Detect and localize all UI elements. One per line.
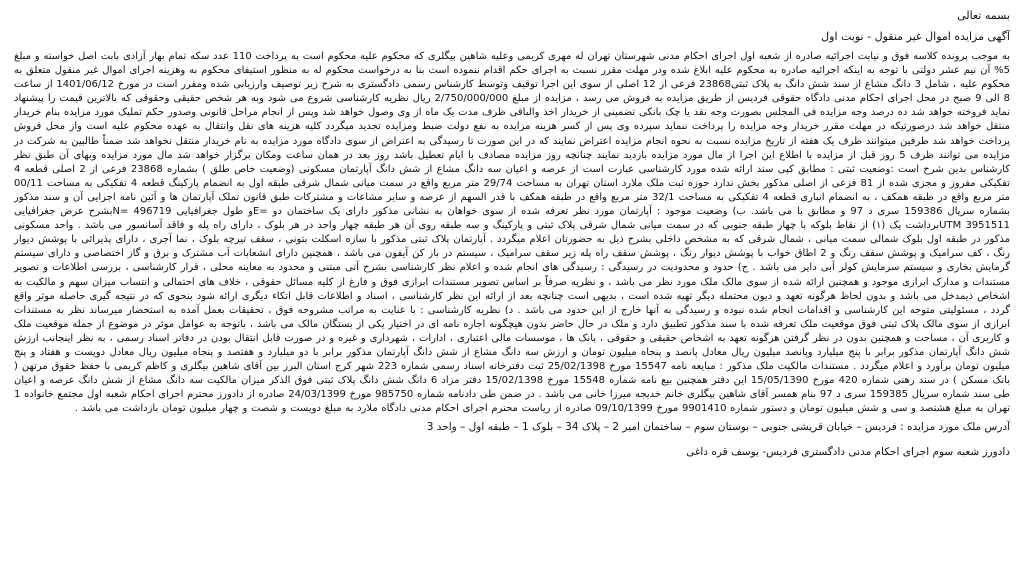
- notice-title: آگهی مزایده اموال غیر منقول - نوبت اول: [821, 30, 1010, 43]
- notice-body: به موجب پرونده کلاسه فوق و نیابت اجرائیه صادره از شعبه اول اجرای احکام مدنی شهرستان تهران له مهری کریمی وعلیه شاهین بیگلری که محکوم علیه محکوم است به پرداخت 110 عدد سکه تمام بهار آزادی بابت اصل خواسته و مبلغ 5% آن نیم عشر دولتی با توجه به اینکه اجرائیه صادره به محکوم علیه ابلاغ شده ودر مهلت مقرر نسبت به اجرای حکم اقدام ننموده است بنا به درخواست محکوم له به منظور استیفای محکوم به وهزینه اجرای اموال غیر منقول متعلق به محکوم علیه ، شامل 3 دانگ مشاع از سند شش دانگ به پلاک ثبتی23868 فرعی از 12 اصلی از سوی این اجرا توقیف وتوسط کارشناس رسمی دادگستری به شرح زیر توصیف وارزیابی شده ومقرر است در مورخ 1401/06/12 از ساعت 8 الی 9 صبح در محل اجرای احکام مدنی دادگاه حقوقی فردیس از طریق مزایده به فروش می رسد ، مزایده از مبلغ 2/750/000/000 ریال نظریه کارشناسی شروع می شود وبه هر شخص حقیقی وحقوقی که بالاترین قیمت را پیشنهاد نماید فروخته خواهد شد ده درصد وجه مزایده فی المجلس بصورت وجه نقد یا چک بانکی تضمینی از خریدار اخذ والباقی ظرف مدت یک ماه از وی وصول خواهد شد وپس از انجام مراحل قانونی وصدور حکم تملیک مورد مزایده بنام خریدار منتقل خواهد شد درصورتیکه در مهلت مقرر خریدار وجه مزایده را پرداخت ننماید سپرده وی پس از کسر هزینه مزایده به نفع دولت ضبط ومزایده تجدید میگردد کلیه هزینه های نقل وانتقال به عهده محکوم علیه است واز محل فروش پرداخت خواهد شد طرفین میتوانند ظرف یک هفته از تاریخ مزایده نسبت به نحوه انجام مزایده اعتراض نمایند که در این صورت تا رسیدگی به اعتراض از سوی دادگاه مورد مزایده به نام خریدار منتقل نخواهد شد ضمناً طالبین به شرکت در مزایده می توانند ظرف 5 روز قبل از مزایده با اطلاع این اجرا از مال مورد مزایده بازدید نمایند چنانچه روز مزایده مصادف با ایام تعطیل باشد روز بعد در همان ساعت ومکان برگزار خواهد شد مال مورد مزایده وبهای آن طبق نظر کارشناس بدین شرح است :وضعیت ثبتی : مطابق کپی سند ارائه شده مورد کارشناسی عبارت است از عرصه و اعیان سه دانگ مشاع از شش دانگ آپارتمان مسکونی (وضعیت خاص طلق ) بشماره 23868 فرعی از 2 اصلی قطعه 4 تفکیکی مفروز و مجزی شده از 81 فرعی از اصلی مذکور بخش ندارد حوزه ثبت ملک ملارد استان تهران به مساحت 29/74 متر مربع واقع در سمت میانی شمال شرقی طبقه اول به انضمام پارکینگ قطعه 4 تفکیکی به مساحت 00/11 متر مربع واقع در طبقه همکف ، به انضمام انباری قطعه 4 تفکیکی به مساحت 32/1 متر مربع واقع در طبقه همکف با قدر السهم از عرصه و سایر مشاعات و مشترکات طبق قانون تملک آپارتمان ها و آئین نامه اجرایی آن و سند مذکور بشماره سریال 159386 سری د 97 و مطابق با می باشد. ب) وضعیت موجود : آپارتمان مورد نظر تعرفه شده از سوی خواهان به نشانی مذکور دارای یک ساختمان دو =Eو طول جغرافیایی 496719 =Nبشرح عرض جغرافیایی 3951511 UTMبرداشت یک (۱) از نقاط بلوکه با چهار طبقه جنوبی که در سمت میانی شمال شرقی پلاک ثبتی و پارکینگ و سه طبقه روی آن هر طبقه چهار واحد در هر بلوک ، دارای راه پله و فاقد آسانسور می باشد . واحد مسکونی مذکور در طبقه اول بلوک شمالی سمت میانی ، شمال شرقی که به مشخص داخلی بشرح ذیل به حضورتان اعلام میگردد . آپارتمان پلاک ثبتی مذکور با سازه اسکلت بتونی ، سقف تیرچه بلوک ، نما آجری ، دارای پذیرائی با پوشش دیوار رنگ ، کف سرامیک و پوشش سقف رنگ و 2 اطاق خواب با پوشش دیوار رنگ ، پوشش سقف راه پله زیر سقف سرامیک ، سیستم در باز کن آیفون می باشد ، همچنین دارای انشعابات آب مشترک و برق و گاز اختصاصی و دارای سیستم گرمایش بخاری و سیستم سرمایش کولر آبی دایر می باشد . ج) حدود و محدودیت در رسیدگی : رسیدگی های انجام شده و اعلام نظر کارشناسی بشرح آتی مبتنی و محدود به معاینه محلی ، قرار کارشناسی ، بررسی اطلاعات و تصویر مستندات و مدارک ابرازی موجود و همچنین ارائه شده از سوی مالک ملک مورد نظر می باشد ، و نظریه صرفاً بر اساس تصویر مستندات ابرازی فوق و فارغ از کلیه مسائل حقوقی ، خلاف های احتمالی و انتساب میزان سهم و مالکیت به اشخاص ذیمدخل می باشد و بدون لحاظ هرگونه تعهد و دیون محتمله دیگر تهیه شده است ، بدیهی است چنانچه بعد از ارائه این نظر کارشناسی ، اسناد و اطلاعات قابل اتکاء دیگری ارائه شود بنحوی که در نتیجه گیری حاصله موثر واقع گردد ، مسئولیتی متوجه این کارشناسی و اقدامات انجام شده نبوده و رسیدگی به آنها خارج از این حدود می باشد . د) نظریه کارشناسی : با عنایت به مراتب مشروحه فوق ، تحقیقات بعمل آمده به استحضار میرساند نظر به مستندات ابرازی از سوی مالک پلاک ثبتی فوق موقعیت ملک تعرفه شده با سند مذکور تطبیق دارد و ملک در حال حاضر بدون هیچگونه اجاره نامه ای در اختیار یکی از بستگان مالک می باشد ، باتوجه به عوامل موثر در موضوع از جمله موقعیت ملک و کاربری آن ، مساحت و همچنین بدون در نظر گرفتن هرگونه تعهد به اشخاص حقیقی و حقوقی ، بانک ها ، موسسات مالی اعتباری ، ادارات ، شهرداری و غیره و در صورت قابل انتقال بودن در دفاتر اسناد رسمی ، به نظر اینجانب ارزش شش دانگ آپارتمان مذکور برابر با پنج میلیارد وپانصد میلیون ریال معادل پانصد و پنجاه میلیون تومان و ارزش سه دانگ مشاع از شش دانگ آپارتمان مذکور برابر با دو میلیارد و هفتصد و پنجاه میلیون ریال معادل دویست و هفتاد و پنج میلیون تومان برآورد و اعلام میگردد . مستندات مالکیت ملک مذکور : مبایعه نامه 15547 مورخ 25/02/1398 ثبت دفترخانه اسناد رسمی شماره 223 شهر کرج استان البرز بین آقای شاهین بیگلری و کاظم کریمی با حفظ حقوق مرتهن ( بانک مسکن ) در سند رهنی شماره 420 مورخ 15/05/1390 این دفتر همچنین بیع نامه شماره 15548 مورخ 15/02/1398 دفتر مزاد 6 دانگ شش دانگ پلاک ثبتی فوق الذکر میزان مالکیت سه دانگ مشاع از شش دانگ عرصه و اعیان طی سند شماره سریال 159385 سری د 97 بنام همسر آقای شاهین بیگلری خانم خدیجه میرزا خانی می باشد . در ضمن طی دادنامه شماره 985750 مورخ 24/03/1399 صادره از دادورز محترم اجرای احکام شعبه اول مجتمع خانواده 1 تهران به مبلغ هشتصد و سی و شش میلیون تومان و دستور شماره 9901410 مورخ 09/10/1399 صادره از ریاست محترم اجرای احکام مدنی دادگاه ملارد به مبلغ دویست و شصت و چهار میلیون تومان بازداشت می باشد .: [14, 51, 1011, 415]
- property-address: آدرس ملک مورد مزایده : فردیس – خیابان قریشی جنوبی – بوستان سوم – ساختمان امیر 2 – پلاک 34 – بلوک 1 – طبقه اول – واحد 3: [426, 421, 1010, 434]
- officer-signature-line: دادورز شعبه سوم اجرای احکام مدنی دادگستری فردیس- یوسف قره داغی: [686, 445, 1010, 458]
- invocation-heading: بسمه تعالی: [957, 9, 1010, 22]
